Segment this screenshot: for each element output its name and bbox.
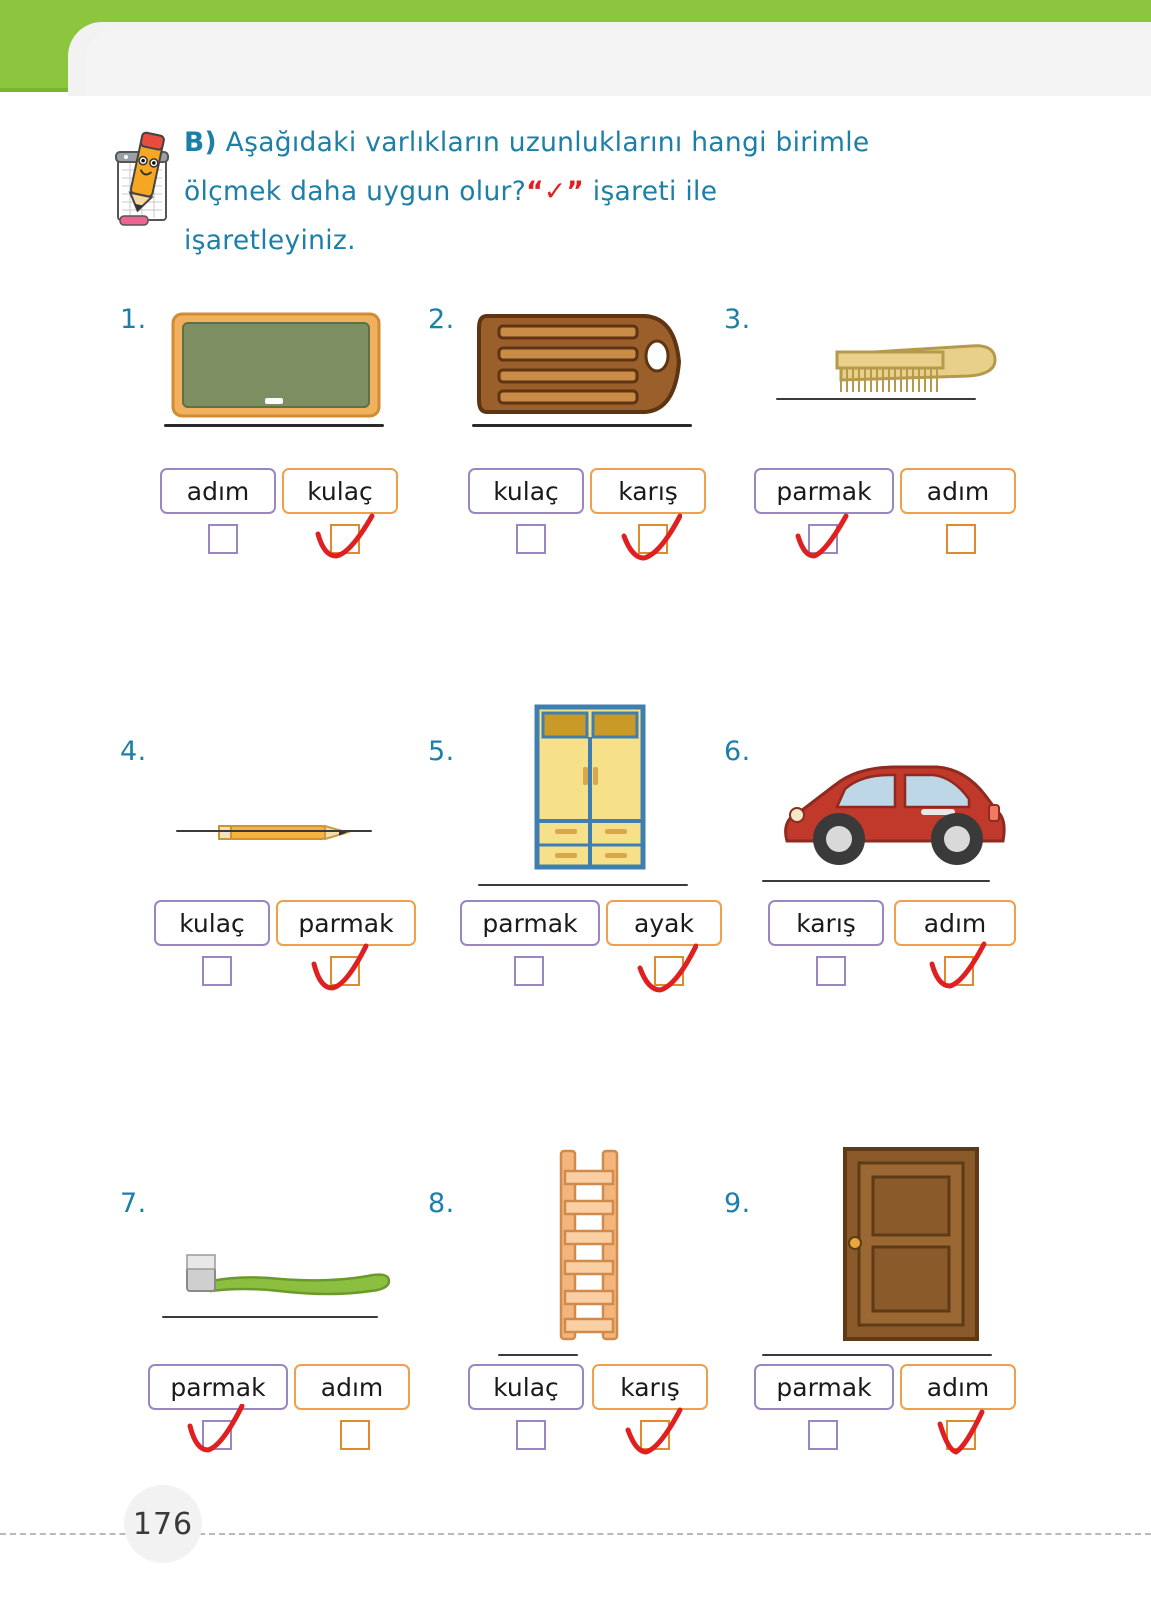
baseline-rule bbox=[478, 884, 688, 886]
option-button[interactable]: parmak bbox=[148, 1364, 288, 1410]
question-number: 7. bbox=[120, 1188, 147, 1219]
baseline-rule bbox=[762, 1354, 992, 1356]
baseline-rule bbox=[498, 1354, 578, 1356]
question-number: 4. bbox=[120, 736, 147, 767]
question-item-9 bbox=[716, 1164, 1016, 1524]
option-checkbox[interactable] bbox=[516, 1420, 546, 1450]
baseline-rule bbox=[162, 1316, 378, 1318]
baseline-rule bbox=[762, 880, 990, 882]
check-glyph-icon: ✓ bbox=[543, 176, 567, 207]
question-number: 8. bbox=[428, 1188, 455, 1219]
quote-open: “ bbox=[526, 176, 544, 207]
option-checkbox[interactable] bbox=[330, 524, 360, 554]
banner-white-panel-inner bbox=[86, 30, 1151, 96]
option-checkbox[interactable] bbox=[654, 956, 684, 986]
baseline-rule bbox=[472, 424, 692, 427]
answer-options bbox=[134, 900, 412, 1000]
question-item-3 bbox=[716, 280, 1016, 640]
exercise-label: B) bbox=[184, 127, 217, 158]
baseline-rule bbox=[164, 424, 384, 427]
option-button[interactable]: kulaç bbox=[468, 1364, 584, 1410]
option-checkbox[interactable] bbox=[808, 1420, 838, 1450]
option-checkbox[interactable] bbox=[946, 1420, 976, 1450]
option-button[interactable]: adım bbox=[294, 1364, 410, 1410]
question-item-8 bbox=[420, 1164, 720, 1524]
instruction-line-1: Aşağıdaki varlıkların uzunluklarını hangi birimle bbox=[225, 127, 870, 158]
question-number: 5. bbox=[428, 736, 455, 767]
question-row-1 bbox=[0, 280, 1151, 650]
option-checkbox[interactable] bbox=[808, 524, 838, 554]
option-checkbox[interactable] bbox=[202, 956, 232, 986]
answer-options bbox=[134, 468, 412, 568]
question-number: 1. bbox=[120, 304, 147, 335]
question-item-4 bbox=[112, 712, 412, 1072]
option-checkbox[interactable] bbox=[638, 524, 668, 554]
cutting-board-icon bbox=[450, 280, 718, 430]
question-row-2 bbox=[0, 712, 1151, 1082]
answer-options bbox=[442, 468, 720, 568]
option-button[interactable]: parmak bbox=[754, 1364, 894, 1410]
answer-options bbox=[134, 1364, 412, 1464]
question-item-5 bbox=[420, 712, 720, 1072]
pencil-icon bbox=[142, 712, 410, 862]
option-checkbox[interactable] bbox=[640, 1420, 670, 1450]
option-checkbox[interactable] bbox=[516, 524, 546, 554]
instruction-text bbox=[184, 118, 1004, 265]
option-button[interactable]: adım bbox=[900, 1364, 1016, 1410]
question-item-7 bbox=[112, 1164, 412, 1524]
instruction-line-2a: ölçmek daha uygun olur? bbox=[184, 176, 527, 207]
chalkboard-icon bbox=[142, 280, 410, 430]
answer-options bbox=[442, 900, 720, 1000]
question-number: 2. bbox=[428, 304, 455, 335]
notepad-pencil-icon bbox=[112, 128, 182, 248]
question-item-1 bbox=[112, 280, 412, 640]
answer-options bbox=[738, 468, 1016, 568]
option-checkbox[interactable] bbox=[944, 956, 974, 986]
wardrobe-icon bbox=[450, 702, 718, 877]
baseline-rule bbox=[776, 398, 976, 400]
option-button[interactable]: kulaç bbox=[468, 468, 584, 514]
question-item-6 bbox=[716, 712, 1016, 1072]
car-icon bbox=[752, 708, 1020, 883]
quote-close: ” bbox=[566, 176, 585, 207]
question-item-2 bbox=[420, 280, 720, 640]
question-number: 6. bbox=[724, 736, 751, 767]
option-checkbox[interactable] bbox=[514, 956, 544, 986]
questions-grid bbox=[0, 280, 1151, 1534]
option-button[interactable]: ayak bbox=[606, 900, 722, 946]
door-icon bbox=[768, 1152, 1036, 1347]
answer-options bbox=[738, 900, 1016, 1000]
ladder-icon bbox=[450, 1152, 718, 1347]
answer-options bbox=[738, 1364, 1016, 1464]
answer-options bbox=[442, 1364, 720, 1464]
option-checkbox[interactable] bbox=[946, 524, 976, 554]
page-top-banner bbox=[0, 0, 1151, 96]
option-checkbox[interactable] bbox=[330, 956, 360, 986]
instruction-line-3: işaretleyiniz. bbox=[184, 225, 356, 256]
toothbrush-icon bbox=[142, 1164, 410, 1339]
option-button[interactable]: adım bbox=[160, 468, 276, 514]
comb-icon bbox=[762, 280, 1030, 430]
question-row-3 bbox=[0, 1164, 1151, 1534]
page-number: 176 bbox=[124, 1485, 202, 1563]
option-button[interactable]: kulaç bbox=[282, 468, 398, 514]
option-button[interactable]: karış bbox=[768, 900, 884, 946]
option-checkbox[interactable] bbox=[208, 524, 238, 554]
option-button[interactable]: kulaç bbox=[154, 900, 270, 946]
question-number: 9. bbox=[724, 1188, 751, 1219]
option-button[interactable]: karış bbox=[590, 468, 706, 514]
option-checkbox[interactable] bbox=[340, 1420, 370, 1450]
instruction-line-2b: işareti ile bbox=[584, 176, 718, 207]
baseline-rule bbox=[176, 830, 372, 832]
option-button[interactable]: adım bbox=[894, 900, 1016, 946]
option-button[interactable]: parmak bbox=[460, 900, 600, 946]
question-number: 3. bbox=[724, 304, 751, 335]
option-checkbox[interactable] bbox=[816, 956, 846, 986]
option-button[interactable]: adım bbox=[900, 468, 1016, 514]
option-button[interactable]: karış bbox=[592, 1364, 708, 1410]
option-checkbox[interactable] bbox=[202, 1420, 232, 1450]
option-button[interactable]: parmak bbox=[276, 900, 416, 946]
option-button[interactable]: parmak bbox=[754, 468, 894, 514]
